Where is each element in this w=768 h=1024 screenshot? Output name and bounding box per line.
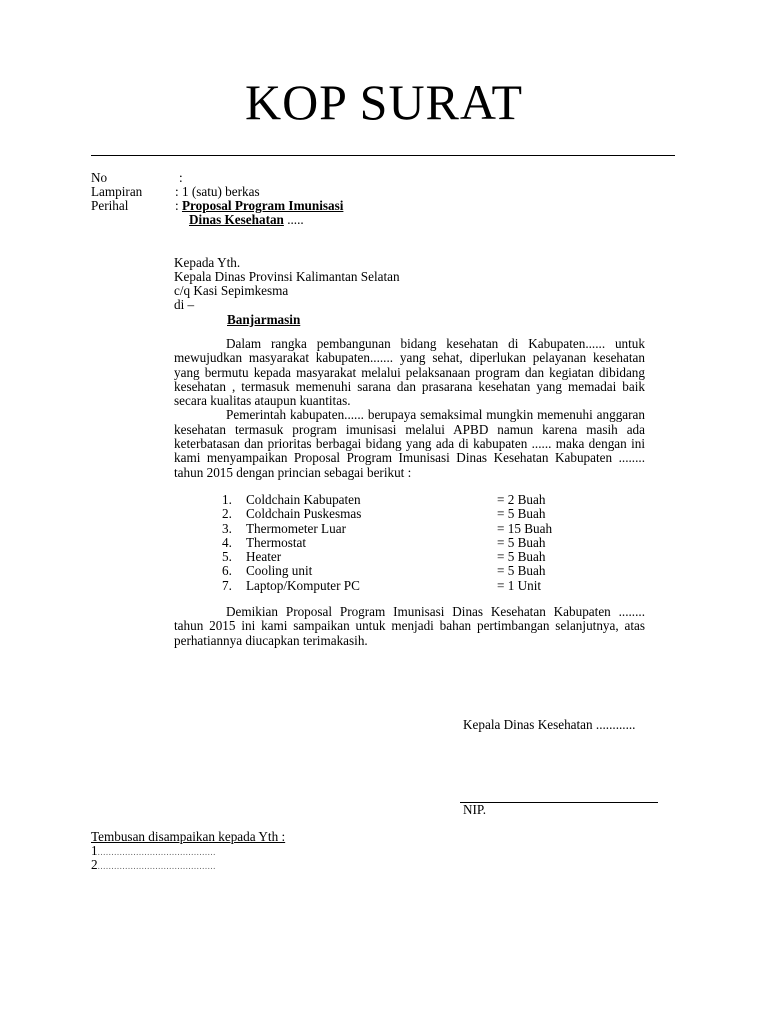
item-number: 3. — [222, 520, 232, 536]
item-number: 6. — [222, 563, 232, 579]
cc-item-2-dots: ........................................... — [97, 861, 216, 871]
item-quantity: = 5 Buah — [497, 534, 546, 550]
cc-item-1-num: 1 — [91, 843, 98, 858]
cc-item-1 — [91, 844, 216, 859]
recipient-city-text: Banjarmasin — [227, 312, 301, 327]
item-name: Thermostat — [246, 534, 307, 550]
list-item — [222, 536, 622, 550]
recipient-city — [227, 313, 300, 327]
lampiran-label: Lampiran — [91, 184, 143, 199]
signature-nip: NIP. — [463, 802, 487, 817]
item-number: 2. — [222, 506, 232, 522]
list-item — [222, 522, 622, 536]
item-quantity: = 15 Buah — [497, 520, 553, 536]
letterhead-divider — [91, 155, 675, 156]
cc-heading — [91, 830, 285, 844]
item-quantity: = 1 Unit — [497, 577, 542, 593]
list-item — [222, 507, 622, 521]
list-item — [222, 493, 622, 507]
perihal-line1: Proposal Program Imunisasi — [181, 198, 344, 213]
recipient-attn: c/q Kasi Sepimkesma — [174, 283, 289, 298]
item-name: Thermometer Luar — [246, 520, 346, 536]
body-paragraphs — [174, 337, 645, 480]
item-quantity: = 5 Buah — [497, 549, 546, 565]
list-item — [222, 564, 622, 578]
list-item — [222, 550, 622, 564]
signature-line — [460, 802, 658, 803]
cc-heading-text: Tembusan disampaikan kepada Yth : — [91, 829, 286, 844]
item-number: 1. — [222, 492, 232, 507]
item-list — [222, 493, 622, 593]
perihal-label: Perihal — [91, 198, 129, 213]
no-label: No — [91, 170, 108, 185]
closing-paragraph-wrap — [174, 605, 645, 648]
recipient-name: Kepala Dinas Provinsi Kalimantan Selatan — [174, 269, 400, 284]
item-name: Cooling unit — [246, 563, 313, 579]
item-quantity: = 5 Buah — [497, 506, 546, 522]
body-paragraph-2: Pemerintah kabupaten...... berupaya semaksimal mungkin memenuhi anggaran kesehatan termasuk program imunisasi melalui APBD namun karena masih ada keterbatasan dan prioritas berbagai bidang yang ada di kabupaten ...... maka dengan ini kami menyampaikan Proposal Program Imunisasi Dinas Kesehatan Kabupaten ........ tahun 2015 dengan princian sebagai berikut : — [174, 407, 645, 480]
closing-paragraph: Demikian Proposal Program Imunisasi Dinas Kesehatan Kabupaten ........ tahun 2015 ini kami sampaikan untuk menjadi bahan pertimbangan selanjutnya, atas perhatiannya diucapkan terimakasih. — [174, 604, 645, 648]
item-number: 5. — [222, 549, 232, 565]
cc-item-2-num: 2 — [91, 857, 98, 872]
item-quantity: = 2 Buah — [497, 492, 546, 507]
item-name: Laptop/Komputer PC — [246, 577, 360, 593]
item-quantity: = 5 Buah — [497, 563, 546, 579]
cc-item-1-dots: ........................................... — [97, 847, 216, 857]
perihal-line2-underlined: Dinas Kesehatan — [189, 212, 284, 227]
perihal-colon: : — [175, 198, 182, 213]
recipient-greeting: Kepada Yth. — [174, 255, 241, 270]
item-number: 7. — [222, 577, 232, 593]
list-item — [222, 579, 622, 593]
cc-item-2 — [91, 858, 216, 873]
item-name: Heater — [246, 549, 282, 565]
no-value: : — [179, 170, 183, 185]
body-paragraph-1: Dalam rangka pembangunan bidang kesehatan di Kabupaten...... untuk mewujudkan masyarakat kabupaten....... yang sehat, diperlukan pelayanan kesehatan yang bermutu kepada masyarakat melalui pelaksanaan program dan kegiatan dibidang kesehatan , termasuk memenuhi sarana dan prasarana kesehatan yang memadai baik secara kualitas ataupun kuantitas. — [174, 336, 645, 409]
lampiran-value: : 1 (satu) berkas — [175, 184, 260, 199]
signature-title: Kepala Dinas Kesehatan ............ — [463, 717, 636, 732]
perihal-line2 — [189, 213, 304, 227]
letterhead-title: KOP SURAT — [244, 74, 524, 130]
item-number: 4. — [222, 534, 232, 550]
recipient-di: di – — [174, 297, 195, 312]
item-name: Coldchain Puskesmas — [246, 506, 362, 522]
perihal-line2-rest: ..... — [283, 212, 304, 227]
item-name: Coldchain Kabupaten — [246, 492, 361, 507]
